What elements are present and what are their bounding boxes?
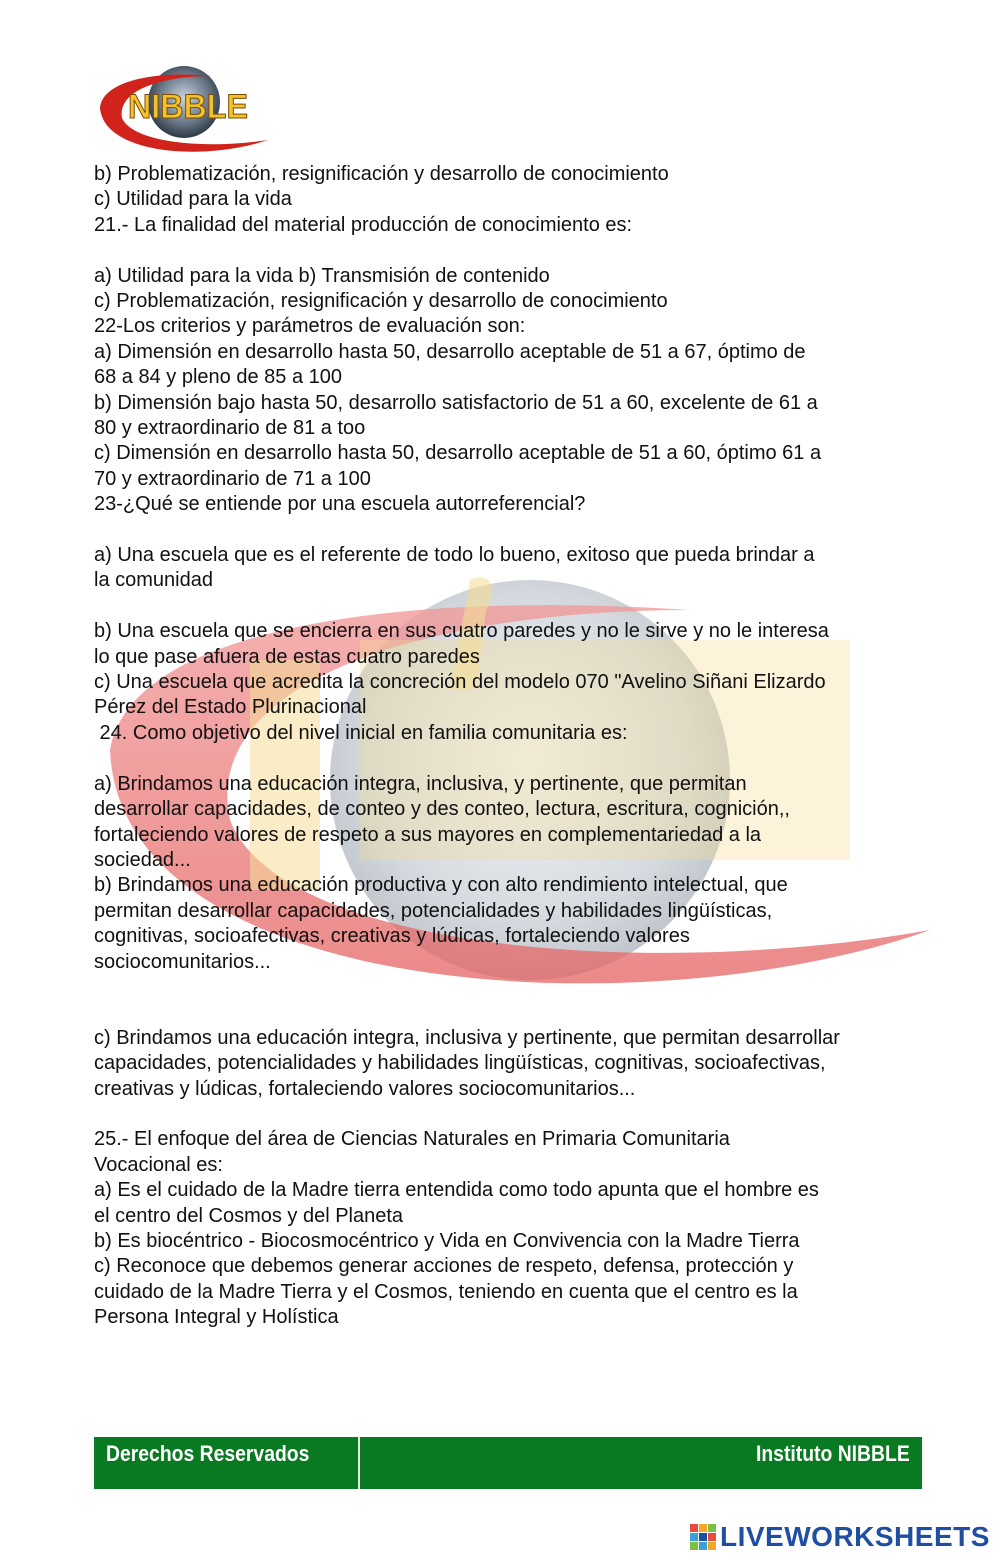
question-text [94, 162, 924, 1331]
footer-bar [94, 1437, 922, 1489]
text-line: 22-Los criterios y parámetros de evaluación son: [94, 315, 526, 338]
liveworksheets-text: LIVEWORKSHEETS [720, 1521, 990, 1552]
text-line: a) Es el cuidado de la Madre tierra entendida como todo apunta que el hombre es [94, 1179, 819, 1202]
text-line: b) Problematización, resignificación y desarrollo de conocimiento [94, 163, 669, 185]
text-line: b) Brindamos una educación productiva y con alto rendimiento intelectual, que [94, 874, 788, 897]
footer-rights: Derechos Reservados [106, 1441, 310, 1466]
text-line: capacidades, potencialidades y habilidades lingüísticas, cognitivas, socioafectivas, [94, 1052, 826, 1075]
text-line: 80 y extraordinario de 81 a too [94, 417, 366, 440]
text-line: a) Dimensión en desarrollo hasta 50, desarrollo aceptable de 51 a 67, óptimo de [94, 340, 806, 363]
liveworksheets-brand [690, 1520, 990, 1554]
text-line: 21.- La finalidad del material producción de conocimiento es: [94, 213, 633, 236]
text-line: a) Una escuela que es el referente de todo lo bueno, exitoso que pueda brindar a [94, 544, 815, 567]
text-line: c) Brindamos una educación integra, inclusiva y pertinente, que permitan desarrollar [94, 1026, 840, 1049]
text-line: a) Brindamos una educación integra, inclusiva, y pertinente, que permitan [94, 772, 747, 795]
liveworksheets-logo-icon [690, 1524, 716, 1550]
text-line: b) Es biocéntrico - Biocosmocéntrico y Vida en Convivencia con la Madre Tierra [94, 1229, 800, 1252]
text-line: Vocacional es: [94, 1153, 223, 1176]
text-line [94, 1102, 924, 1127]
text-line: 68 a 84 y pleno de 85 a 100 [94, 366, 342, 389]
text-line: el centro del Cosmos y del Planeta [94, 1204, 404, 1227]
text-line: fortaleciendo valores de respeto a sus mayores en complementariedad a la [94, 823, 762, 846]
footer-divider [358, 1437, 360, 1489]
text-line: sociocomunitarios... [94, 950, 271, 973]
text-line: creativas y lúdicas, fortaleciendo valores sociocomunitarios... [94, 1077, 636, 1100]
text-line [94, 594, 924, 619]
text-line: c) Problematización, resignificación y desarrollo de conocimiento [94, 290, 668, 313]
text-line: cuidado de la Madre Tierra y el Cosmos, teniendo en cuenta que el centro es la [94, 1280, 798, 1303]
text-line [94, 518, 924, 543]
text-line [94, 746, 924, 771]
text-line: Pérez del Estado Plurinacional [94, 696, 367, 719]
text-line: c) Una escuela que acredita la concreción del modelo 070 "Avelino Siñani Elizardo [94, 671, 826, 694]
text-line: b) Una escuela que se encierra en sus cuatro paredes y no le sirve y no le interesa [94, 620, 829, 643]
text-line [94, 1000, 924, 1025]
text-line: c) Utilidad para la vida [94, 188, 292, 211]
text-line: sociedad... [94, 848, 191, 871]
text-line: 23-¿Qué se entiende por una escuela autorreferencial? [94, 493, 586, 516]
text-line: cognitivas, socioafectivas, creativas y lúdicas, fortaleciendo valores [94, 925, 690, 948]
text-line: la comunidad [94, 569, 213, 592]
text-line: 24. Como objetivo del nivel inicial en familia comunitaria es: [94, 721, 628, 744]
logo-text: NIBBLE [128, 88, 248, 126]
text-line: 70 y extraordinario de 71 a 100 [94, 467, 371, 490]
text-line: c) Dimensión en desarrollo hasta 50, desarrollo aceptable de 51 a 60, óptimo 61 a [94, 442, 822, 465]
text-line: lo que pase afuera de estas cuatro paredes [94, 645, 480, 668]
text-line: a) Utilidad para la vida b) Transmisión de contenido [94, 264, 550, 287]
text-line: desarrollar capacidades, de conteo y des conteo, lectura, escritura, cognición,, [94, 798, 790, 821]
text-line [94, 238, 924, 263]
text-line: 25.- El enfoque del área de Ciencias Naturales en Primaria Comunitaria [94, 1128, 730, 1151]
text-line: c) Reconoce que debemos generar acciones de respeto, defensa, protección y [94, 1255, 794, 1278]
nibble-logo [92, 62, 270, 160]
footer-institute: Instituto NIBBLE [756, 1441, 910, 1466]
text-line: Persona Integral y Holística [94, 1306, 339, 1329]
text-line [94, 975, 924, 1000]
text-line: permitan desarrollar capacidades, potencialidades y habilidades lingüísticas, [94, 899, 773, 922]
text-line: b) Dimensión bajo hasta 50, desarrollo satisfactorio de 51 a 60, excelente de 61 a [94, 391, 818, 414]
